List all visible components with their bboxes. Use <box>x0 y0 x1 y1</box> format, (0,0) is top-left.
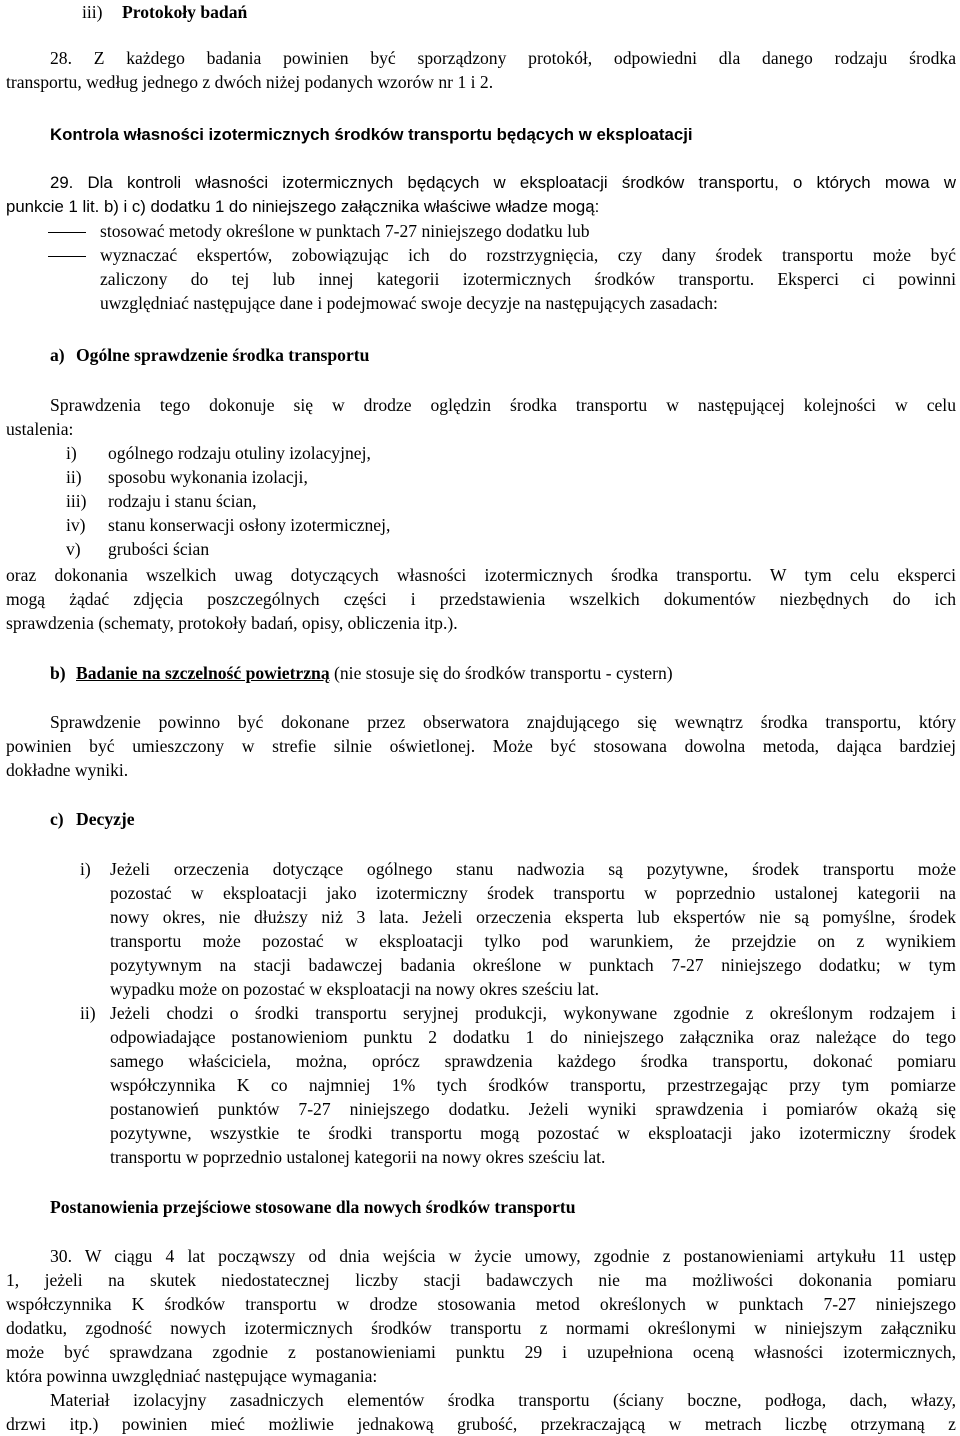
list-c-1-line-1: Jeżeli orzeczenia dotyczące ogólnego stanu nadwozia są pozytywne, środek transportu może <box>110 859 956 879</box>
list-a-num: i) <box>66 443 77 463</box>
para-a-line-1: Sprawdzenia tego dokonuje się w drodze oględzin środka transportu w następującej kolejności w celu <box>50 395 956 415</box>
dash-item-2-line-1: wyznaczać ekspertów, zobowiązując ich do rozstrzygnięcia, czy dany środek transportu może być <box>100 245 956 265</box>
list-c-1-line-4: transportu może pozostać w eksploatacji tylko pod warunkiem, że przejdzie on z wynikiem <box>110 931 956 951</box>
para-a2-line-3: sprawdzenia (schematy, protokoły badań, opisy, obliczenia itp.). <box>6 613 458 633</box>
para29-line-2: punkcie 1 lit. b) i c) dodatku 1 do niniejszego załącznika właściwe władze mogą: <box>6 197 600 216</box>
dash-bullet <box>48 256 86 257</box>
list-a-num: ii) <box>66 467 82 487</box>
dash-item-2-line-3: uwzględniać następujące dane i podejmować swoje decyzje na następujących zasadach: <box>100 293 718 313</box>
para28-line-2: transportu, według jednego z dwóch niżej podanych wzorów nr 1 i 2. <box>6 72 494 92</box>
para30-line-2: 1, jeżeli na skutek niedostatecznej liczby stacji badawczych nie ma możliwości dokonania pomiaru <box>6 1270 956 1290</box>
heading-num: iii) <box>82 2 103 22</box>
para-b-line-1: Sprawdzenie powinno być dokonane przez obserwatora znajdującego się wewnątrz środka transportu, który <box>50 712 956 732</box>
dash-item-1: stosować metody określone w punktach 7-27 niniejszego dodatku lub <box>100 221 590 241</box>
list-a-num: v) <box>66 539 81 559</box>
para30-line-4: dodatku, zgodność nowych izotermicznych środków transportu z normami określonymi w niniejszym załączniku <box>6 1318 956 1338</box>
para30-line-5: może być sprawdzana zgodnie z postanowieniami punktu 29 i uzupełniona oceną własności izotermicznych, <box>6 1342 956 1362</box>
list-a-item <box>66 537 960 561</box>
section-b-label: b) <box>50 663 66 683</box>
para30-line-7: Materiał izolacyjny zasadniczych elementów środka transportu (ściany boczne, podłoga, dach, włazy, <box>50 1390 956 1410</box>
list-c-1-line-6: wypadku może on pozostać w eksploatacji na nowy okres sześciu lat. <box>110 979 600 999</box>
dash-bullet <box>48 232 86 233</box>
list-a-item <box>66 441 960 465</box>
section-c-title: Decyzje <box>76 809 135 829</box>
section-a-heading <box>50 343 960 367</box>
list-a-text: rodzaju i stanu ścian, <box>108 491 257 511</box>
heading-protokoly <box>82 0 960 24</box>
para29-line-1: 29. Dla kontroli własności izotermicznych będących w eksploatacji środków transportu, o których mowa w <box>50 173 956 192</box>
para30-line-8: drzwi itp.) powinien mieć możliwie jednakową grubość, przekraczającą w metrach liczbę otrzymaną z <box>6 1414 956 1434</box>
section-a-title: Ogólne sprawdzenie środka transportu <box>76 345 370 365</box>
list-c-2-line-5: postanowień punktów 7-27 niniejszego dodatku. Jeżeli wyniki sprawdzenia i pomiarów okażą się <box>110 1099 956 1119</box>
list-c-2-line-3: samego właściciela, można, oprócz sprawdzenia każdego środka transportu, dokonać pomiaru <box>110 1051 956 1071</box>
list-a-num: iii) <box>66 491 87 511</box>
para30-line-6: która powinna uwzględniać następujące wymagania: <box>6 1366 378 1386</box>
list-c-1-line-5: pozytywnym na stacji badawczej badania określone w punktach 7-27 niniejszego dodatku; w tym <box>110 955 956 975</box>
list-c-1-line-3: nowy okres, nie dłuższy niż 3 lata. Jeżeli orzeczenia eksperta lub ekspertów nie są pomyślne, środek <box>110 907 956 927</box>
list-a-item <box>66 513 960 537</box>
para-b-line-3: dokładne wyniki. <box>6 760 129 780</box>
list-a-text: ogólnego rodzaju otuliny izolacyjnej, <box>108 443 371 463</box>
list-c-2-line-2: odpowiadające postanowieniom punktu 2 dodatku 1 do niniejszego załącznika oraz należące do tego <box>110 1027 956 1047</box>
para-b-line-2: powinien być umieszczony w strefie silnie oświetlonej. Może być stosowana dowolna metoda, dająca bardziej <box>6 736 956 756</box>
para-a2-line-1: oraz dokonania wszelkich uwag dotyczących własności izotermicznych środka transportu. W tym celu eksperci <box>6 565 956 585</box>
para30-line-3: współczynnika K środków transportu w drodze stosowania metod określonych w punktach 7-27 niniejszego <box>6 1294 956 1314</box>
section-c-heading <box>50 807 960 831</box>
list-c-2-line-7: transportu w poprzednio ustalonej kategorii na nowy okres sześciu lat. <box>110 1147 606 1167</box>
list-c-num: ii) <box>80 1003 96 1023</box>
list-c-1-line-2: pozostać w eksploatacji jako izotermiczny środek transportu w poprzednio ustalonej kategorii na <box>110 883 956 903</box>
heading-kontrola: Kontrola własności izotermicznych środków transportu będących w eksploatacji <box>50 125 693 144</box>
list-c-2-line-4: współczynnika K co najmniej 1% tych środków transportu, przestrzegając przy tym pomiarze <box>110 1075 956 1095</box>
list-a-text: sposobu wykonania izolacji, <box>108 467 308 487</box>
section-a-label: a) <box>50 345 65 365</box>
list-c-2-line-1: Jeżeli chodzi o środki transportu seryjnej produkcji, wykonywane zgodnie z określonym rodzajem i <box>110 1003 956 1023</box>
section-b-title: Badanie na szczelność powietrzną <box>76 663 330 683</box>
list-a-item <box>66 489 960 513</box>
list-a-item <box>66 465 960 489</box>
para28-line-1: 28. Z każdego badania powinien być sporządzony protokół, odpowiedni dla danego rodzaju środka <box>50 48 956 68</box>
para-a2-line-2: mogą żądać zdjęcia poszczególnych części i przedstawienia wszelkich dokumentów niezbędnych do ich <box>6 589 956 609</box>
list-c-num: i) <box>80 859 91 879</box>
list-a-num: iv) <box>66 515 86 535</box>
list-a-text: stanu konserwacji osłony izotermicznej, <box>108 515 391 535</box>
dash-item-2-line-2: zaliczony do tej lub innej kategorii izotermicznych środków transportu. Eksperci ci powinni <box>100 269 956 289</box>
para-a-line-2: ustalenia: <box>6 419 74 439</box>
para30-line-1: 30. W ciągu 4 lat począwszy od dnia wejścia w życie umowy, zgodnie z postanowieniami artykułu 11 ustęp <box>50 1246 956 1266</box>
list-a-text: grubości ścian <box>108 539 210 559</box>
section-b-heading <box>50 661 960 685</box>
section-b-note: (nie stosuje się do środków transportu - cystern) <box>329 663 673 683</box>
list-c-2-line-6: pozytywne, wszystkie te środki transportu mogą pozostać w eksploatacji jako izotermiczny środek <box>110 1123 956 1143</box>
heading-przejsciowe: Postanowienia przejściowe stosowane dla nowych środków transportu <box>50 1197 576 1217</box>
section-c-label: c) <box>50 809 64 829</box>
heading-title: Protokoły badań <box>122 2 248 22</box>
